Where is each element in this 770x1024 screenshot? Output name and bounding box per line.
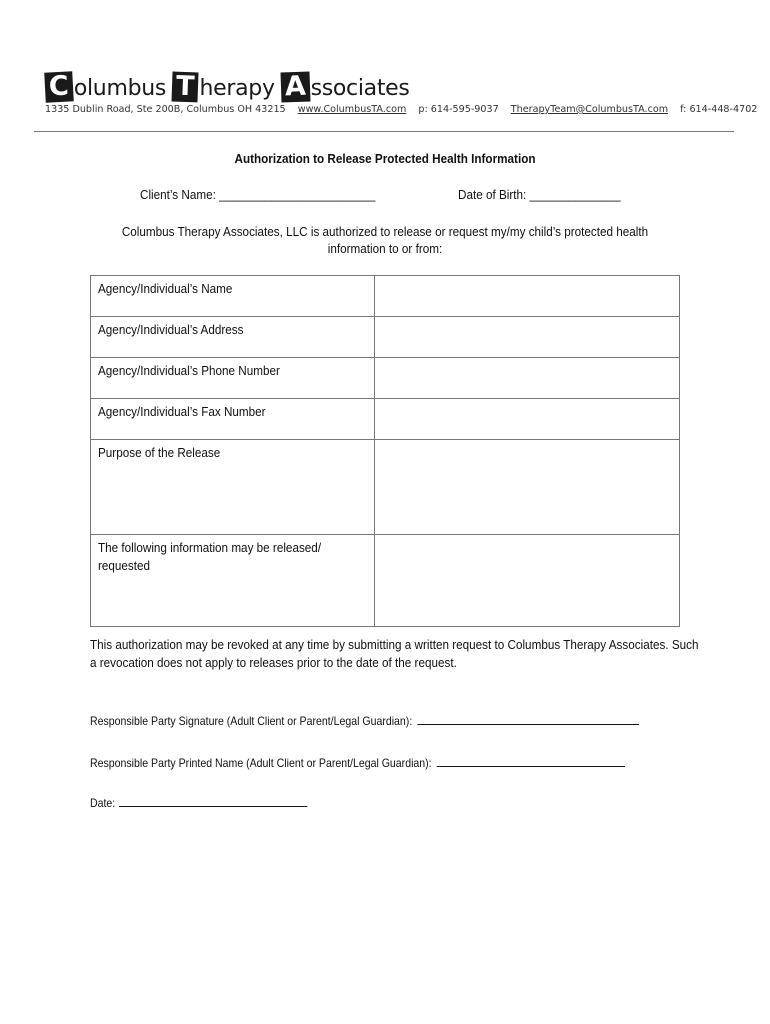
contact-line bbox=[45, 104, 758, 115]
signature-line[interactable] bbox=[418, 712, 640, 725]
header-divider bbox=[34, 131, 734, 132]
website-link[interactable]: www.ColumbusTA.com bbox=[297, 104, 407, 115]
printed-name-label: Responsible Party Printed Name (Adult Client or Parent/Legal Guardian): bbox=[90, 756, 432, 770]
agency-name-label bbox=[91, 276, 375, 317]
agency-name-input[interactable] bbox=[375, 276, 680, 317]
table-row bbox=[91, 358, 680, 399]
printed-name-row bbox=[90, 754, 625, 770]
agency-address-label bbox=[91, 317, 375, 358]
logo-word-associates: ssociates bbox=[310, 76, 410, 101]
company-logo bbox=[45, 66, 416, 102]
signature-label: Responsible Party Signature (Adult Client or Parent/Legal Guardian): bbox=[90, 714, 413, 728]
client-name-field[interactable]: Client’s Name: ________________________ bbox=[140, 187, 376, 202]
logo-letter-t: T bbox=[172, 72, 199, 103]
logo-letter-c: C bbox=[44, 71, 73, 102]
purpose-input[interactable] bbox=[375, 440, 680, 535]
phone: p: 614-595-9037 bbox=[418, 104, 499, 115]
agency-name-label-text: Agency/Individual’s Name bbox=[98, 281, 233, 296]
table-row bbox=[91, 440, 680, 535]
table-row bbox=[91, 535, 680, 627]
signature-row bbox=[90, 712, 639, 728]
date-row bbox=[90, 794, 307, 810]
logo-word-therapy: herapy bbox=[199, 76, 275, 101]
agency-fax-input[interactable] bbox=[375, 399, 680, 440]
agency-phone-label-text: Agency/Individual’s Phone Number bbox=[98, 363, 280, 378]
release-details-table bbox=[90, 275, 680, 627]
fax: f: 614-448-4702 bbox=[680, 104, 758, 115]
agency-fax-label bbox=[91, 399, 375, 440]
information-released-input[interactable] bbox=[375, 535, 680, 627]
purpose-label bbox=[91, 440, 375, 535]
table-row bbox=[91, 276, 680, 317]
revocation-notice bbox=[90, 636, 710, 672]
information-released-label bbox=[91, 535, 375, 627]
agency-fax-label-text: Agency/Individual’s Fax Number bbox=[98, 404, 266, 419]
agency-address-input[interactable] bbox=[375, 317, 680, 358]
address: 1335 Dublin Road, Ste 200B, Columbus OH 43215 bbox=[45, 104, 286, 115]
form-title: Authorization to Release Protected Health Information bbox=[234, 151, 536, 166]
purpose-label-text: Purpose of the Release bbox=[98, 445, 221, 460]
information-released-label-text: The following information may be released/ requested bbox=[98, 540, 322, 573]
agency-phone-input[interactable] bbox=[375, 358, 680, 399]
printed-name-line[interactable] bbox=[437, 754, 625, 767]
agency-address-label-text: Agency/Individual’s Address bbox=[98, 322, 244, 337]
revocation-notice-text: This authorization may be revoked at any time by submitting a written request to Columbus Therapy Associates. Such a revocation does not apply to releases prior to the date of the request. bbox=[90, 637, 699, 670]
logo-word-columbus: olumbus bbox=[73, 76, 167, 101]
table-row bbox=[91, 399, 680, 440]
email-link[interactable]: TherapyTeam@ColumbusTA.com bbox=[510, 104, 669, 115]
agency-phone-label bbox=[91, 358, 375, 399]
date-label: Date: bbox=[90, 796, 116, 810]
logo-letter-a: A bbox=[280, 72, 310, 103]
date-of-birth-field[interactable]: Date of Birth: ______________ bbox=[458, 187, 621, 202]
table-row bbox=[91, 317, 680, 358]
authorization-intro-text: Columbus Therapy Associates, LLC is authorized to release or request my/my child’s protected health information to or from: bbox=[121, 224, 649, 256]
authorization-intro bbox=[60, 223, 710, 257]
date-line[interactable] bbox=[119, 794, 307, 807]
